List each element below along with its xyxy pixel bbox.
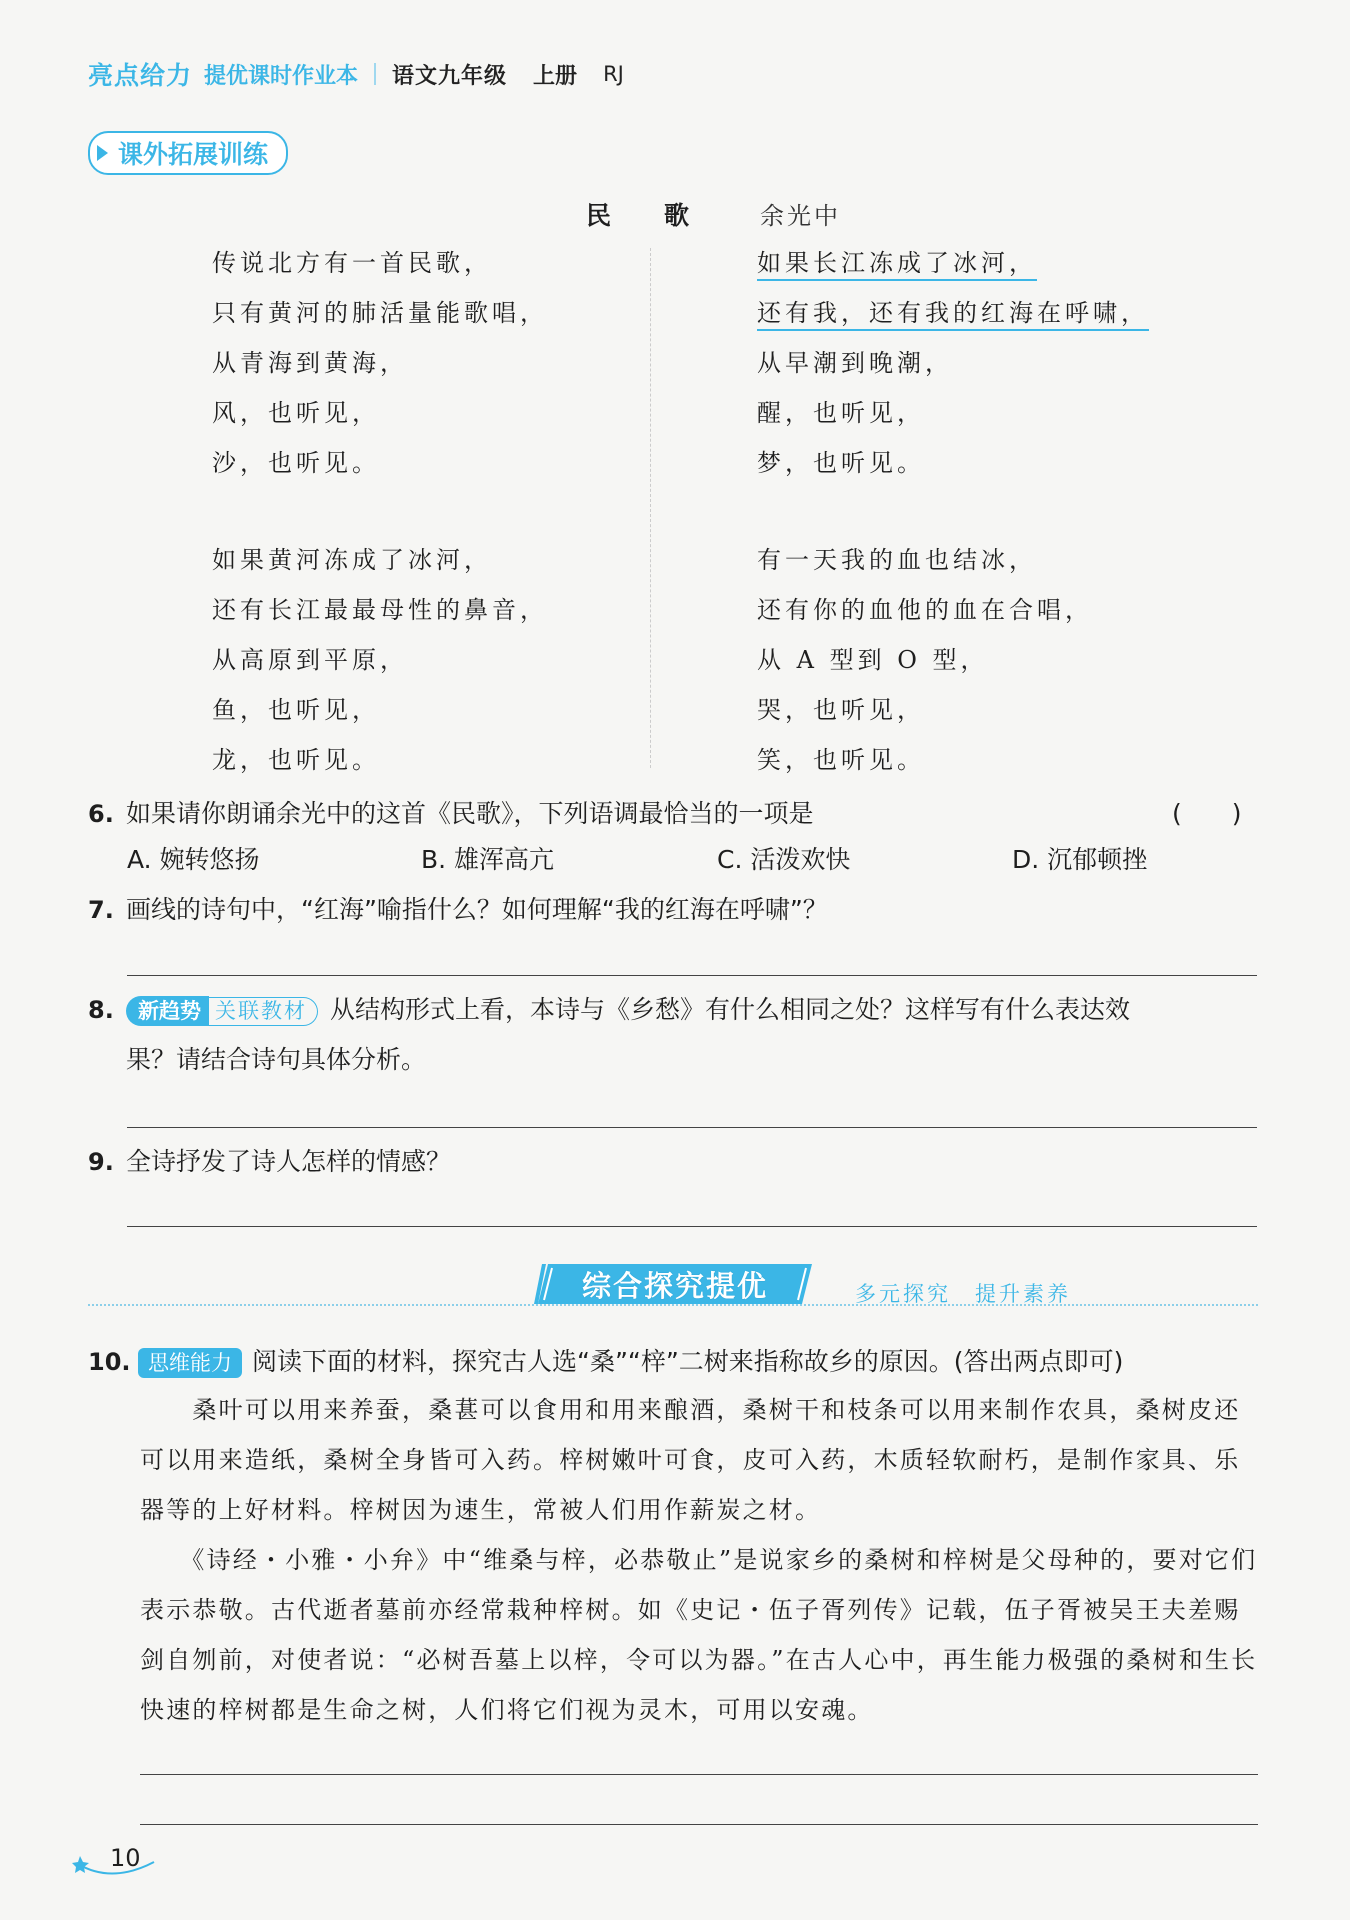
poem-title-char-1: 民 (586, 201, 612, 230)
poem-line: 鱼，也听见， (212, 696, 380, 724)
banner-title: 综合探究提优 (581, 1268, 768, 1303)
play-arrow-icon (97, 145, 108, 161)
poem-line: 有一天我的血也结冰， (757, 546, 1037, 574)
page-number: 10 (110, 1844, 141, 1872)
stanza-right-1 (757, 238, 1149, 488)
option-b[interactable]: B. 雄浑高亢 (421, 845, 555, 874)
stanza-right-2 (757, 535, 1093, 785)
question-10 (88, 1342, 1123, 1378)
answer-line[interactable] (127, 1226, 1257, 1227)
reading-paragraph-2: 《诗经・小雅・小弁》中“维桑与梓，必恭敬止”是说家乡的桑树和梓树是父母种的，要对它们表示恭敬。古代逝者墓前亦经常栽种梓树。如《史记・伍子胥列传》记载，伍子胥被吴王夫差赐剑自刎前，对使者说：“必树吾墓上以梓，令可以为器。”在古人心中，再生能力极强的桑树和生长快速的梓树都是生命之树，人们将它们视为灵木，可用以安魂。 (140, 1546, 1258, 1724)
poem-line: 还有你的血他的血在合唱， (757, 596, 1093, 624)
section-heading-extend (88, 131, 288, 175)
poem-title (586, 196, 689, 232)
answer-line[interactable] (127, 975, 1257, 976)
question-text: 从结构形式上看，本诗与《乡愁》有什么相同之处？这样写有什么表达效 (330, 995, 1131, 1024)
header-divider (374, 63, 376, 85)
question-6 (88, 794, 814, 830)
page-header (88, 54, 624, 94)
poem-column-divider (650, 248, 652, 768)
stanza-left-2 (212, 535, 548, 785)
answer-line[interactable] (140, 1824, 1258, 1825)
poem-line: 沙，也听见。 (212, 449, 380, 477)
question-number: 7. (88, 896, 114, 924)
trend-tag-label: 新趋势 (126, 996, 209, 1026)
poem-line: 从青海到黄海， (212, 349, 408, 377)
poem-line: 传说北方有一首民歌， (212, 249, 492, 277)
book-edition: RJ (603, 62, 624, 86)
book-title: 语文九年级 (392, 63, 508, 89)
poem-line: 笑，也听见。 (757, 746, 925, 774)
question-8 (88, 990, 1130, 1026)
poem-line: 还有长江最最母性的鼻音， (212, 596, 548, 624)
question-text: 如果请你朗诵余光中的这首《民歌》，下列语调最恰当的一项是 (126, 799, 814, 828)
textbook-link-tag: 关联教材 (209, 997, 318, 1026)
question-text: 全诗抒发了诗人怎样的情感？ (126, 1147, 452, 1176)
section-banner (534, 1262, 816, 1306)
skill-tag (138, 1348, 242, 1378)
series-name: 提优课时作业本 (204, 63, 359, 89)
poem-line: 梦，也听见。 (757, 449, 925, 477)
poem-line: 龙，也听见。 (212, 746, 380, 774)
answer-line[interactable] (140, 1774, 1258, 1775)
brand-logo: 亮点给力 (88, 61, 193, 90)
answer-line[interactable] (127, 1127, 1257, 1128)
skill-tag-label: 思维能力 (138, 1348, 242, 1378)
banner-subtitle: 多元探究 提升素养 (855, 1282, 1071, 1306)
reading-paragraph-1: 桑叶可以用来养蚕，桑葚可以食用和用来酿酒，桑树干和枝条可以用来制作农具，桑树皮还可以用来造纸，桑树全身皆可入药。梓树嫩叶可食，皮可入药，木质轻软耐朽，是制作家具、乐器等的上好材料。梓树因为速生，常被人们用作薪炭之材。 (140, 1396, 1241, 1524)
trend-tag (126, 996, 318, 1026)
poem-title-char-2: 歌 (664, 201, 690, 230)
question-number: 10. (88, 1348, 131, 1376)
poem-line: 哭，也听见， (757, 696, 925, 724)
question-number: 9. (88, 1148, 114, 1176)
option-d[interactable]: D. 沉郁顿挫 (1012, 845, 1148, 874)
book-volume: 上册 (533, 63, 578, 89)
question-number: 6. (88, 800, 114, 828)
section-heading-label: 课外拓展训练 (118, 140, 269, 169)
question-number: 8. (88, 996, 114, 1024)
poem-line: 只有黄河的肺活量能歌唱， (212, 299, 548, 327)
poem-line: 从高原到平原， (212, 646, 408, 674)
question-8-continued: 果？请结合诗句具体分析。 (126, 1045, 427, 1074)
underlined-poem-line: 如果长江冻成了冰河， (757, 249, 1037, 281)
option-c[interactable]: C. 活泼欢快 (717, 845, 851, 874)
answer-parenthesis[interactable]: ( ) (1172, 799, 1242, 828)
question-text: 画线的诗句中，“红海”喻指什么？如何理解“我的红海在呼啸”？ (126, 895, 828, 924)
underlined-poem-line: 还有我，还有我的红海在呼啸， (757, 299, 1149, 331)
poem-author: 余光中 (760, 202, 841, 230)
question-7 (88, 890, 828, 926)
poem-line: 风，也听见， (212, 399, 380, 427)
poem-line: 从 A 型到 O 型， (757, 646, 989, 674)
question-9 (88, 1142, 451, 1178)
poem-line: 从早潮到晚潮， (757, 349, 953, 377)
option-a[interactable]: A. 婉转悠扬 (127, 845, 260, 874)
poem-line: 醒，也听见， (757, 399, 925, 427)
question-text: 阅读下面的材料，探究古人选“桑”“梓”二树来指称故乡的原因。(答出两点即可) (252, 1347, 1124, 1376)
poem-line: 如果黄河冻成了冰河， (212, 546, 492, 574)
stanza-left-1 (212, 238, 548, 488)
